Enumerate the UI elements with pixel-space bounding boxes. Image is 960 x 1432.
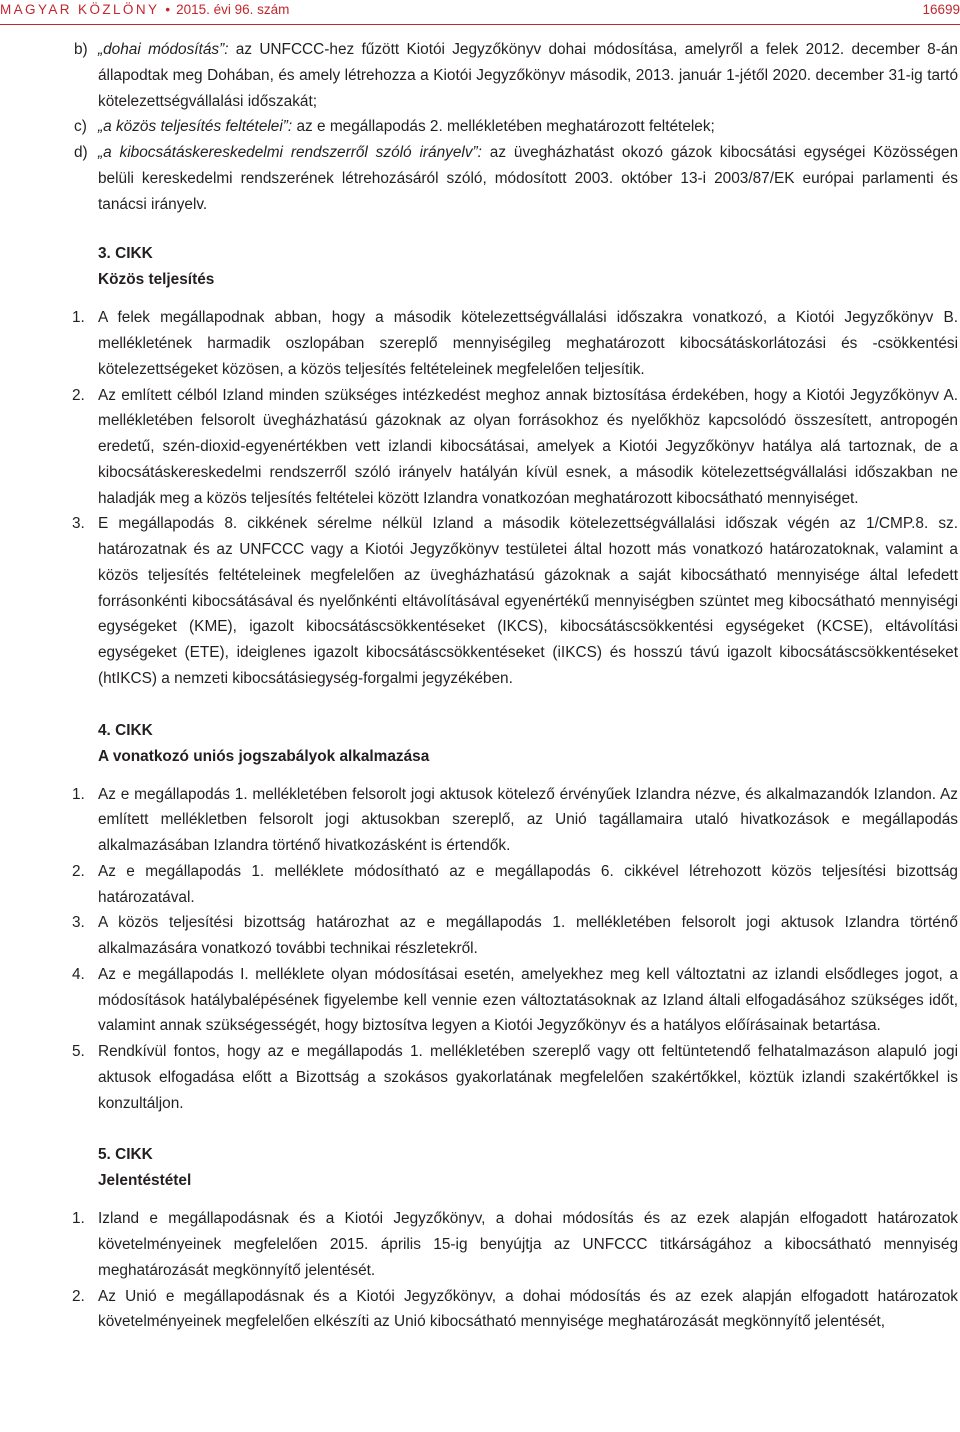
paragraph-text: E megállapodás 8. cikkének sérelme nélkül Izland a második kötelezettségvállalási időszak végén az 1/CMP.8. sz. határozatnak és az UNFCCC vagy a Kiotói Jegyzőkönyv testületei által hozott más vonatkozó határozatoknak, valamint a közös teljesítés feltételeinek megfelelően az üvegházhatású gázoknak a saját kibocsátható mennyisége által lefedett forrásonkénti kibocsátásával és nyelőnkénti eltávolításával egyenértékű mennyiségben szüntet meg kibocsátható mennyiségi egységeket (KME), igazolt kibocsátáscsökkentéseket (IKCS), kibocsátáscsökkentési egységeket (KCSE), eltávolítási egységeket (ETE), ideiglenes igazolt kibocsátáscsökkentéseket (iIKCS) és hosszú távú igazolt kibocsátáscsökkentéseket (htIKCS) a nemzeti kibocsátásiegység-forgalmi jegyzékében.: [98, 515, 958, 687]
paragraph-text: Az e megállapodás 1. mellékletében felsorolt jogi aktusok kötelező érvényűek Izlandra nézve, és alkalmazandók Izlandon. Az említett mellékletben felsorolt jogi aktusokban szereplő, az Unió tagállamaira utaló hivatkozások e megállapodás alkalmazásában Izlandra történő hivatkozásként is értendők.: [98, 785, 958, 854]
paragraph-text: A felek megállapodnak abban, hogy a második kötelezettségvállalási időszakra vonatkozó, a Kiotói Jegyzőkönyv B. mellékletének harmadik oszlopában szereplő mennyiségileg meghatározott kibocsátáskorlátozási és -csökkentési kötelezettségeket közösen, a közös teljesítés feltételeinek megfelelően teljesítik.: [98, 309, 958, 378]
article-3-paragraph-3: [72, 511, 958, 691]
article-5-paragraph-1: [72, 1206, 958, 1283]
definition-body: az üvegházhatást okozó gázok kibocsátási egységei Közösségen belüli kereskedelmi rendszerének létrehozásáról szóló, módosított 2003. október 13-i 2003/87/EK európai parlamenti és tanácsi irányelv.: [98, 144, 958, 213]
paragraph-text: A közös teljesítési bizottság határozhat az e megállapodás 1. mellékletében felsorolt jogi aktusok Izlandra történő alkalmazására vonatkozó további technikai részletekről.: [98, 914, 958, 957]
header-bullet: •: [165, 2, 171, 17]
article-3-paragraph-2: [72, 383, 958, 512]
paragraph-number: 3.: [72, 515, 85, 533]
article-5-number: 5. CIKK: [98, 1146, 153, 1164]
definition-text: [98, 140, 958, 217]
definition-body: az e megállapodás 2. mellékletében meghatározott feltételek;: [292, 118, 715, 136]
paragraph-number: 3.: [72, 914, 85, 932]
document-body: [72, 37, 958, 1335]
definition-c: [72, 114, 958, 140]
journal-title: MAGYAR KÖZLÖNY: [0, 2, 160, 17]
issue-label: 2015. évi 96. szám: [176, 2, 290, 17]
article-4-paragraph-3: [72, 910, 958, 962]
paragraph-text: Rendkívül fontos, hogy az e megállapodás 1. mellékletében szereplő vagy ott feltüntetendő felhatalmazáson alapuló jogi aktusok elfogadása előtt a Bizottság a szokásos gyakorlatának megfelelően szakértőkkel, köztük izlandi szakértőkkel is konzultáljon.: [98, 1043, 958, 1112]
paragraph-number: 2.: [72, 862, 85, 880]
paragraph-number: 5.: [72, 1043, 85, 1060]
article-4-title: A vonatkozó uniós jogszabályok alkalmazása: [98, 747, 430, 765]
article-4-paragraph-4: [72, 962, 958, 1039]
article-3-title: Közös teljesítés: [98, 271, 215, 289]
article-4-paragraph-2: [72, 859, 958, 911]
journal-issue-line: [0, 0, 289, 20]
paragraph-text: Az e megállapodás 1. melléklete módosítható az e megállapodás 6. cikkével létrehozott közös teljesítési bizottság határozatával.: [98, 862, 958, 906]
paragraph-number: 1.: [72, 309, 85, 327]
paragraph-number: 1.: [72, 785, 85, 803]
paragraph-text: Izland e megállapodásnak és a Kiotói Jegyzőkönyv, a dohai módosítás és az ezek alapján elfogadott határozatok követelményeinek megfelelően 2015. április 15-ig benyújtja az UNFCCC titkárságához a kibocsátható mennyiség meghatározását megkönnyítő jelentését.: [98, 1210, 958, 1279]
definition-b: [72, 37, 958, 114]
paragraph-number: 4.: [72, 965, 85, 983]
article-5-paragraph-2: [72, 1284, 958, 1336]
paragraph-number: 1.: [72, 1210, 85, 1228]
article-4-paragraph-1: [72, 782, 958, 859]
article-3-paragraph-1: [72, 305, 958, 382]
definition-text: [98, 37, 958, 114]
article-5-title: Jelentéstétel: [98, 1172, 192, 1190]
defined-term: „a kibocsátáskereskedelmi rendszerről szóló irányelv”:: [98, 144, 482, 161]
article-4-paragraph-5: [72, 1039, 958, 1116]
paragraph-number: 2.: [72, 386, 85, 404]
paragraph-text: Az e megállapodás I. melléklete olyan módosításai esetén, amelyekhez meg kell változtatni az izlandi elsődleges jogot, a módosítások hatálybalépésének figyelembe kell vennie ezen változtatásoknak az Izland általi elfogadásához szükséges időt, valamint annak szükségességét, hogy biztosítva legyen a Kiotói Jegyzőkönyv és a hatályos előírásainak betartása.: [98, 965, 958, 1035]
definition-d: [72, 140, 958, 217]
paragraph-text: Az Unió e megállapodásnak és a Kiotói Jegyzőkönyv, a dohai módosítás és az ezek alapján elfogadott határozatok követelményeinek megfelelően elkészíti az Unió kibocsátható mennyisége meghatározását megkönnyítő jelentését,: [98, 1287, 958, 1331]
article-3-number: 3. CIKK: [98, 245, 153, 263]
definition-body: az UNFCCC-hez fűzött Kiotói Jegyzőkönyv dohai módosítása, amelyről a felek 2012. december 8-án állapodtak meg Dohában, és amely létrehozza a Kiotói Jegyzőkönyv második, 2013. január 1-jétől 2020. december 31-ig tartó kötelezettségvállalási időszakát;: [98, 41, 958, 110]
definition-text: [98, 114, 958, 140]
paragraph-number: 2.: [72, 1287, 85, 1305]
page-number: 16699: [922, 2, 960, 17]
header-rule: [0, 24, 960, 25]
defined-term: „a közös teljesítés feltételei”:: [98, 118, 293, 136]
item-marker: d): [74, 144, 88, 161]
defined-term: „dohai módosítás”:: [98, 41, 229, 58]
item-marker: c): [74, 118, 87, 136]
running-header: [0, 0, 960, 26]
item-marker: b): [74, 41, 88, 58]
article-4-number: 4. CIKK: [98, 721, 153, 739]
paragraph-text: Az említett célból Izland minden szükséges intézkedést meghoz annak biztosítása érdekében, hogy a Kiotói Jegyzőkönyv A. mellékletében felsorolt üvegházhatású gázoknak az olyan forrásokhoz és nyelőkhöz kapcsolódó összesített, antropogén eredetű, szén-dioxid-egyenértékben vett izlandi kibocsátásai, amelyek a Kiotói Jegyzőkönyv hatálya alá tartoznak, de a kibocsátáskereskedelmi rendszerről szóló irányelv hatályán kívül esnek, a második kötelezettségvállalási időszakban ne haladják meg a közös teljesítés feltételei között Izlandra vonatkozóan meghatározott kibocsátható mennyiséget.: [98, 386, 958, 507]
